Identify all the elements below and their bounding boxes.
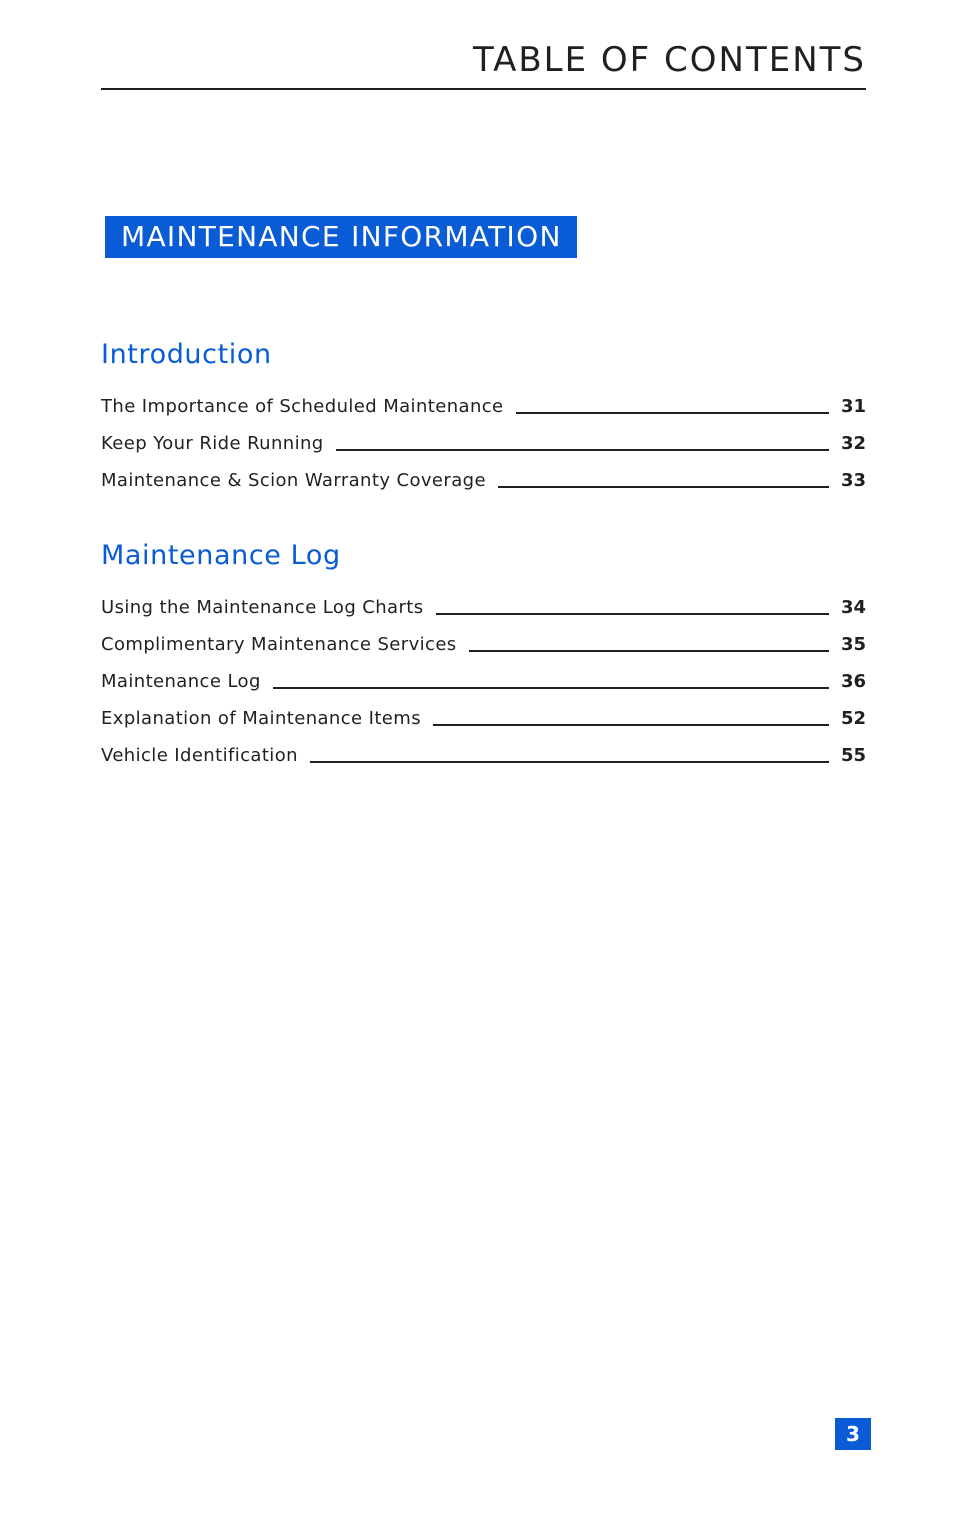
toc-entry-page: 33 bbox=[840, 470, 866, 491]
leader-line bbox=[273, 687, 829, 689]
section-title-maintenance-log: Maintenance Log bbox=[101, 540, 341, 571]
toc-entry-page: 52 bbox=[840, 708, 866, 729]
toc-entry-label: Maintenance Log bbox=[101, 671, 261, 692]
page-title: TABLE OF CONTENTS bbox=[472, 40, 866, 80]
toc-entry-label: Maintenance & Scion Warranty Coverage bbox=[101, 470, 486, 491]
toc-entry-label: Explanation of Maintenance Items bbox=[101, 708, 421, 729]
toc-entry-page: 34 bbox=[840, 597, 866, 618]
toc-entry[interactable] bbox=[101, 582, 866, 619]
leader-line bbox=[436, 613, 829, 615]
toc-entry[interactable] bbox=[101, 693, 866, 730]
leader-line bbox=[498, 486, 829, 488]
toc-entry-page: 35 bbox=[840, 634, 866, 655]
toc-entry-page: 32 bbox=[840, 433, 866, 454]
toc-entry[interactable] bbox=[101, 619, 866, 656]
toc-entry[interactable] bbox=[101, 455, 866, 492]
page-number-badge: 3 bbox=[835, 1418, 871, 1450]
section-maintenance-log bbox=[101, 538, 866, 767]
leader-line bbox=[433, 724, 829, 726]
toc-entry[interactable] bbox=[101, 418, 866, 455]
toc-entry-label: Vehicle Identification bbox=[101, 745, 298, 766]
leader-line bbox=[469, 650, 829, 652]
toc-entry-page: 55 bbox=[840, 745, 866, 766]
section-title-introduction: Introduction bbox=[101, 339, 272, 370]
header-rule bbox=[101, 88, 866, 90]
toc-entry-label: Using the Maintenance Log Charts bbox=[101, 597, 424, 618]
toc-entry[interactable] bbox=[101, 730, 866, 767]
leader-line bbox=[516, 412, 829, 414]
toc-entry-label: Keep Your Ride Running bbox=[101, 433, 324, 454]
leader-line bbox=[310, 761, 829, 763]
toc-entry-label: The Importance of Scheduled Maintenance bbox=[101, 396, 504, 417]
toc-entry-page: 31 bbox=[840, 396, 866, 417]
toc-entry-page: 36 bbox=[840, 671, 866, 692]
toc-entry-label: Complimentary Maintenance Services bbox=[101, 634, 457, 655]
section-introduction bbox=[101, 337, 866, 492]
toc-entry[interactable] bbox=[101, 381, 866, 418]
toc-entry[interactable] bbox=[101, 656, 866, 693]
leader-line bbox=[336, 449, 829, 451]
section-banner: MAINTENANCE INFORMATION bbox=[105, 216, 577, 258]
